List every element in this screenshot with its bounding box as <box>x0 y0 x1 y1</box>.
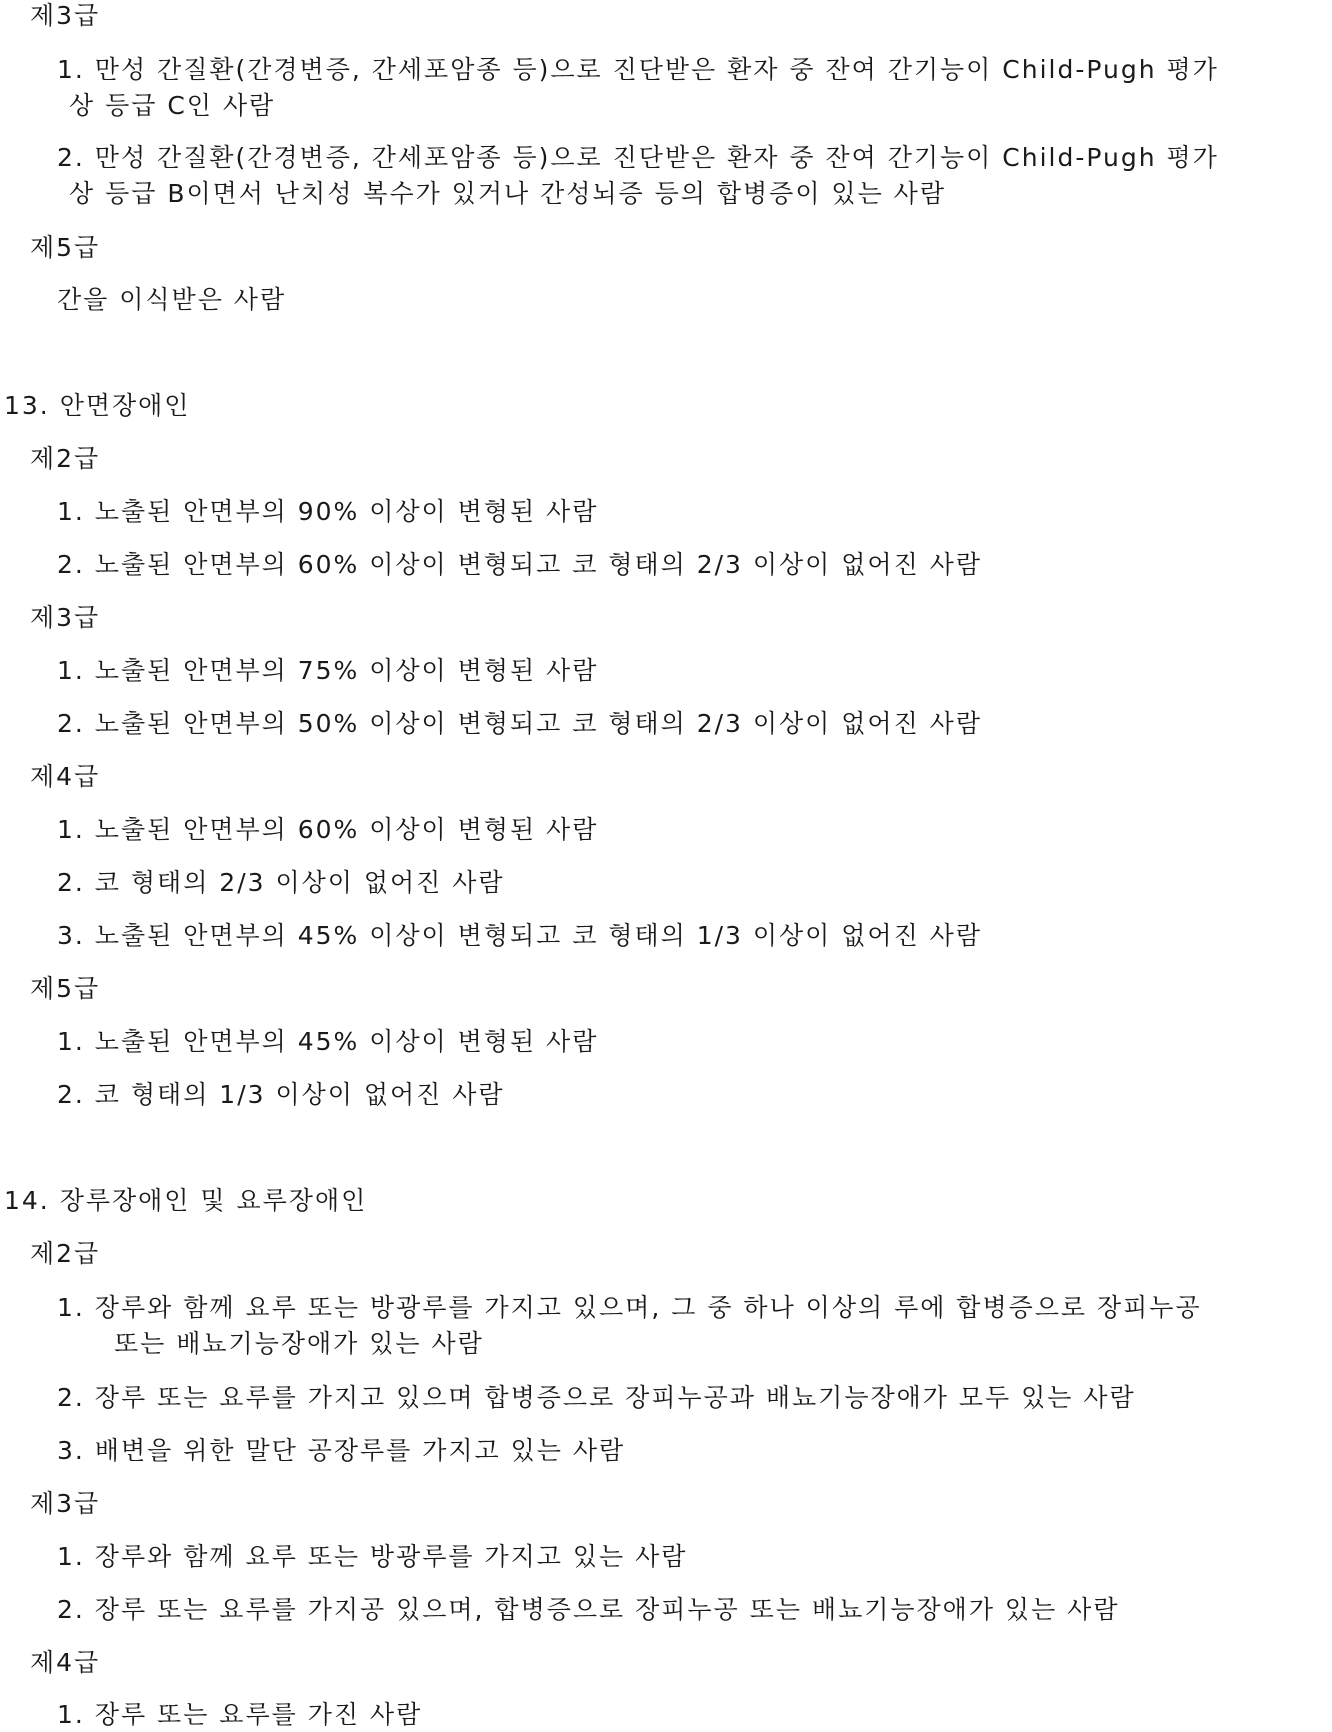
list-item <box>57 140 1327 212</box>
list-item: 1. 장루와 함께 요루 또는 방광루를 가지고 있는 사람 <box>57 1542 688 1571</box>
grade-heading: 제3급 <box>30 1489 101 1518</box>
grade-heading: 제2급 <box>30 1239 101 1268</box>
list-item-continuation: 상 등급 C인 사람 <box>69 91 276 120</box>
list-item: 2. 장루 또는 요루를 가지공 있으며, 합병증으로 장피누공 또는 배뇨기능장애가 있는 사람 <box>57 1595 1120 1624</box>
list-item: 2. 코 형태의 2/3 이상이 없어진 사람 <box>57 868 505 897</box>
list-item: 1. 노출된 안면부의 60% 이상이 변형된 사람 <box>57 815 599 844</box>
grade-heading: 제5급 <box>30 233 101 262</box>
list-item: 2. 코 형태의 1/3 이상이 없어진 사람 <box>57 1080 505 1109</box>
list-item-continuation: 또는 배뇨기능장애가 있는 사람 <box>114 1329 484 1358</box>
section-title: 13. 안면장애인 <box>4 391 191 420</box>
list-item: 간을 이식받은 사람 <box>57 285 287 314</box>
grade-heading: 제4급 <box>30 1648 101 1677</box>
grade-heading: 제3급 <box>30 1 101 30</box>
grade-heading: 제4급 <box>30 762 101 791</box>
list-item-continuation: 상 등급 B이면서 난치성 복수가 있거나 간성뇌증 등의 합병증이 있는 사람 <box>69 179 946 208</box>
grade-heading: 제3급 <box>30 603 101 632</box>
list-item: 2. 장루 또는 요루를 가지고 있으며 합병증으로 장피누공과 배뇨기능장애가 모두 있는 사람 <box>57 1383 1136 1412</box>
list-item-line: 1. 장루와 함께 요루 또는 방광루를 가지고 있으며, 그 중 하나 이상의 루에 합병증으로 장피누공 <box>57 1293 1202 1322</box>
list-item <box>57 1290 1327 1362</box>
list-item-line: 1. 만성 간질환(간경변증, 간세포암종 등)으로 진단받은 환자 중 잔여 간기능이 Child-Pugh 평가 <box>57 55 1219 84</box>
list-item: 1. 노출된 안면부의 90% 이상이 변형된 사람 <box>57 497 599 526</box>
list-item: 2. 노출된 안면부의 60% 이상이 변형되고 코 형태의 2/3 이상이 없어진 사람 <box>57 550 982 579</box>
section-title: 14. 장루장애인 및 요루장애인 <box>4 1186 368 1215</box>
list-item: 2. 노출된 안면부의 50% 이상이 변형되고 코 형태의 2/3 이상이 없어진 사람 <box>57 709 982 738</box>
grade-heading: 제2급 <box>30 444 101 473</box>
list-item <box>57 52 1327 124</box>
list-item: 1. 장루 또는 요루를 가진 사람 <box>57 1700 423 1729</box>
list-item: 1. 노출된 안면부의 45% 이상이 변형된 사람 <box>57 1027 599 1056</box>
list-item-line: 2. 만성 간질환(간경변증, 간세포암종 등)으로 진단받은 환자 중 잔여 간기능이 Child-Pugh 평가 <box>57 143 1219 172</box>
grade-heading: 제5급 <box>30 974 101 1003</box>
list-item: 1. 노출된 안면부의 75% 이상이 변형된 사람 <box>57 656 599 685</box>
list-item: 3. 노출된 안면부의 45% 이상이 변형되고 코 형태의 1/3 이상이 없어진 사람 <box>57 921 982 950</box>
list-item: 3. 배변을 위한 말단 공장루를 가지고 있는 사람 <box>57 1436 626 1465</box>
